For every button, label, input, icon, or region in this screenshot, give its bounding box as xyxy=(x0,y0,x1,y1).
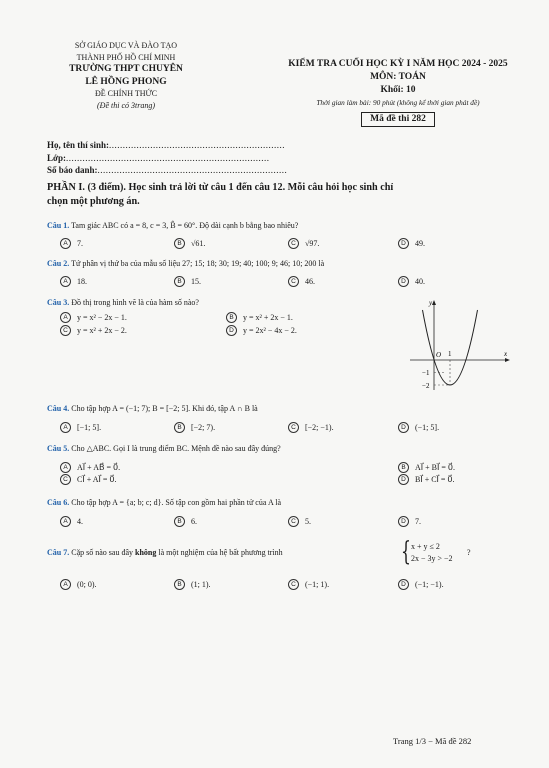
exam-code-box: Mã đề thi 282 xyxy=(361,112,435,127)
option-letter: D xyxy=(226,325,237,336)
section-line-2: chọn một phương án. xyxy=(47,195,140,207)
question-text: Đồ thị trong hình vẽ là của hàm số nào? xyxy=(71,298,199,307)
option-text: (1; 1). xyxy=(191,580,211,589)
option-d[interactable] xyxy=(398,516,421,527)
school-name-2: LÊ HỒNG PHONG xyxy=(85,76,167,87)
option-a[interactable] xyxy=(60,422,101,433)
student-id-field[interactable]: ..................................................................... xyxy=(97,165,288,175)
option-text: y = 2x² − 4x − 2. xyxy=(243,326,297,335)
option-text: AI⃗ + AB⃗ = 0⃗. xyxy=(77,463,121,472)
student-class-field[interactable]: .......................................................................... xyxy=(66,152,270,163)
option-text: (−1; 5]. xyxy=(415,423,440,432)
option-letter: C xyxy=(288,238,299,249)
exam-title: KIỂM TRA CUỐI HỌC KỲ I NĂM HỌC 2024 - 2025 xyxy=(288,59,508,69)
option-letter: D xyxy=(398,474,409,485)
option-text: (0; 0). xyxy=(77,580,97,589)
option-letter: C xyxy=(288,579,299,590)
inequality-1: x + y ≤ 2 xyxy=(411,542,440,551)
option-a[interactable] xyxy=(60,238,83,249)
question-label: Câu 4. xyxy=(47,404,70,413)
option-text: 15. xyxy=(191,277,201,286)
option-c[interactable] xyxy=(288,579,329,590)
option-letter: B xyxy=(174,579,185,590)
option-text: 7. xyxy=(415,517,421,526)
option-text: (−1; 1). xyxy=(305,580,330,589)
question-label: Câu 1. xyxy=(47,221,70,230)
student-class-row xyxy=(47,152,287,165)
question-text: Cặp số nào sau đây xyxy=(71,548,135,557)
header-right xyxy=(262,58,534,127)
option-a[interactable] xyxy=(60,579,97,590)
option-letter: B xyxy=(174,422,185,433)
student-name-field[interactable]: ................................................................ xyxy=(109,140,286,150)
official-label: ĐỀ CHÍNH THỨC xyxy=(94,89,158,98)
option-d[interactable] xyxy=(226,325,297,336)
time-limit: Thời gian làm bài: 90 phút (không kể thời gian phát đề) xyxy=(316,98,480,107)
option-a[interactable] xyxy=(60,516,83,527)
option-text: 40. xyxy=(415,277,425,286)
option-d[interactable] xyxy=(398,238,425,249)
y-tick-minus-2: −2 xyxy=(422,382,430,390)
option-d[interactable] xyxy=(398,474,455,485)
option-letter: C xyxy=(60,325,71,336)
option-letter: A xyxy=(60,516,71,527)
option-text: 6. xyxy=(191,517,197,526)
question-text: Tứ phân vị thứ ba của mẫu số liệu 27; 15; 18; 30; 19; 40; 100; 9; 46; 10; 200 là xyxy=(71,259,325,268)
option-text: √61. xyxy=(191,239,206,248)
question-label: Câu 7. xyxy=(47,548,70,557)
option-letter: D xyxy=(398,579,409,590)
question-7 xyxy=(47,547,283,558)
option-letter: A xyxy=(60,422,71,433)
question-text: Tam giác ABC có a = 8, c = 3, B̂ = 60°. Độ dài cạnh b bằng bao nhiêu? xyxy=(71,221,299,230)
y-axis-arrow xyxy=(432,300,436,305)
y-tick-minus-1: −1 xyxy=(422,369,430,377)
option-letter: A xyxy=(60,462,71,473)
option-b[interactable] xyxy=(398,462,455,473)
option-text: y = x² + 2x − 1. xyxy=(243,313,293,322)
option-text: BI⃗ + CI⃗ = 0⃗. xyxy=(415,475,455,484)
city-name: THÀNH PHỐ HỒ CHÍ MINH xyxy=(76,52,176,62)
question-text-tail: là một nghiệm của hệ bất phương trình xyxy=(156,548,283,557)
option-letter: B xyxy=(174,238,185,249)
student-info xyxy=(47,139,287,177)
option-c[interactable] xyxy=(288,516,311,527)
question-emphasis: không xyxy=(135,548,157,557)
question-label: Câu 6. xyxy=(47,498,70,507)
option-letter: C xyxy=(288,276,299,287)
option-letter: D xyxy=(398,422,409,433)
question-text: Cho △ABC. Gọi I là trung điểm BC. Mệnh đề nào sau đây đúng? xyxy=(71,444,281,453)
option-letter: A xyxy=(60,238,71,249)
student-name-label: Họ, tên thí sinh: xyxy=(47,140,110,150)
option-letter: A xyxy=(60,579,71,590)
dept-name: SỞ GIÁO DỤC VÀ ĐÀO TẠO xyxy=(74,41,178,50)
question-text: Cho tập hợp A = {a; b; c; d}. Số tập con gồm hai phần tử của A là xyxy=(71,498,282,507)
option-text: 46. xyxy=(305,277,315,286)
option-b[interactable] xyxy=(226,312,293,323)
option-a[interactable] xyxy=(60,462,120,473)
option-text: 5. xyxy=(305,517,311,526)
option-c[interactable] xyxy=(288,276,315,287)
question-label: Câu 5. xyxy=(47,444,70,453)
option-c[interactable] xyxy=(288,238,319,249)
parabola-graph xyxy=(408,298,512,394)
header-left xyxy=(40,40,212,111)
x-tick-1: 1 xyxy=(448,350,452,358)
student-class-label: Lớp: xyxy=(47,152,66,163)
subject: MÔN: TOÁN xyxy=(370,72,426,82)
option-text: y = x² − 2x − 1. xyxy=(77,313,127,322)
option-letter: C xyxy=(288,516,299,527)
option-d[interactable] xyxy=(398,422,439,433)
option-text: y = x² + 2x − 2. xyxy=(77,326,127,335)
option-text: 4. xyxy=(77,517,83,526)
option-a[interactable] xyxy=(60,312,127,323)
student-id-label: Số báo danh: xyxy=(47,165,98,175)
option-text: 18. xyxy=(77,277,87,286)
option-letter: B xyxy=(398,462,409,473)
option-letter: D xyxy=(398,276,409,287)
option-d[interactable] xyxy=(398,579,444,590)
option-c[interactable] xyxy=(288,422,334,433)
option-text: [−2; 7). xyxy=(191,423,216,432)
option-letter: A xyxy=(60,312,71,323)
option-text: [−1; 5]. xyxy=(77,423,102,432)
question-text: Cho tập hợp A = (−1; 7); B = [−2; 5]. Khi đó, tập A ∩ B là xyxy=(71,404,258,413)
option-text: CI⃗ + AI⃗ = 0⃗. xyxy=(77,475,117,484)
question-1 xyxy=(47,220,298,231)
option-b[interactable] xyxy=(174,276,201,287)
school-name-1: TRƯỜNG THPT CHUYÊN xyxy=(69,64,183,74)
question-5 xyxy=(47,443,281,454)
student-id-row xyxy=(47,164,287,177)
option-letter: B xyxy=(174,276,185,287)
option-text: 49. xyxy=(415,239,425,248)
option-letter: B xyxy=(174,516,185,527)
option-text: AI⃗ + BI⃗ = 0⃗. xyxy=(415,463,455,472)
option-letter: A xyxy=(60,276,71,287)
student-name-row xyxy=(47,139,287,152)
x-axis-arrow xyxy=(505,358,510,362)
option-b[interactable] xyxy=(174,238,205,249)
question-label: Câu 2. xyxy=(47,259,70,268)
question-4 xyxy=(47,403,258,414)
option-letter: D xyxy=(398,516,409,527)
option-b[interactable] xyxy=(174,422,215,433)
option-text: (−1; −1). xyxy=(415,580,444,589)
option-b[interactable] xyxy=(174,579,211,590)
origin-label: O xyxy=(436,351,442,359)
question-2 xyxy=(47,258,324,269)
section-heading xyxy=(47,181,517,208)
option-letter: C xyxy=(288,422,299,433)
option-a[interactable] xyxy=(60,276,87,287)
option-text: √97. xyxy=(305,239,320,248)
inequality-2: 2x − 3y > −2 xyxy=(411,554,453,563)
y-axis-label: y xyxy=(429,299,433,307)
option-letter: B xyxy=(226,312,237,323)
question-6 xyxy=(47,497,281,508)
system-question-mark: ? xyxy=(467,548,471,557)
x-axis-label: x xyxy=(504,350,508,358)
page-footer: Trang 1/3 − Mã đề 282 xyxy=(393,736,472,746)
question-label: Câu 3. xyxy=(47,298,70,307)
question-3 xyxy=(47,297,199,308)
option-b[interactable] xyxy=(174,516,197,527)
option-c[interactable] xyxy=(60,325,127,336)
option-letter: C xyxy=(60,474,71,485)
system-brace: { xyxy=(401,537,411,567)
option-c[interactable] xyxy=(60,474,117,485)
option-letter: D xyxy=(398,238,409,249)
page-count: (Đề thi có 3trang) xyxy=(97,100,155,110)
grade: Khối: 10 xyxy=(380,85,416,95)
option-text: 7. xyxy=(77,239,83,248)
section-line-1: PHẦN I. (3 điểm). Học sinh trả lời từ câu 1 đến câu 12. Mỗi câu hỏi học sinh chỉ xyxy=(47,182,394,193)
option-text: [−2; −1). xyxy=(305,423,334,432)
option-d[interactable] xyxy=(398,276,425,287)
